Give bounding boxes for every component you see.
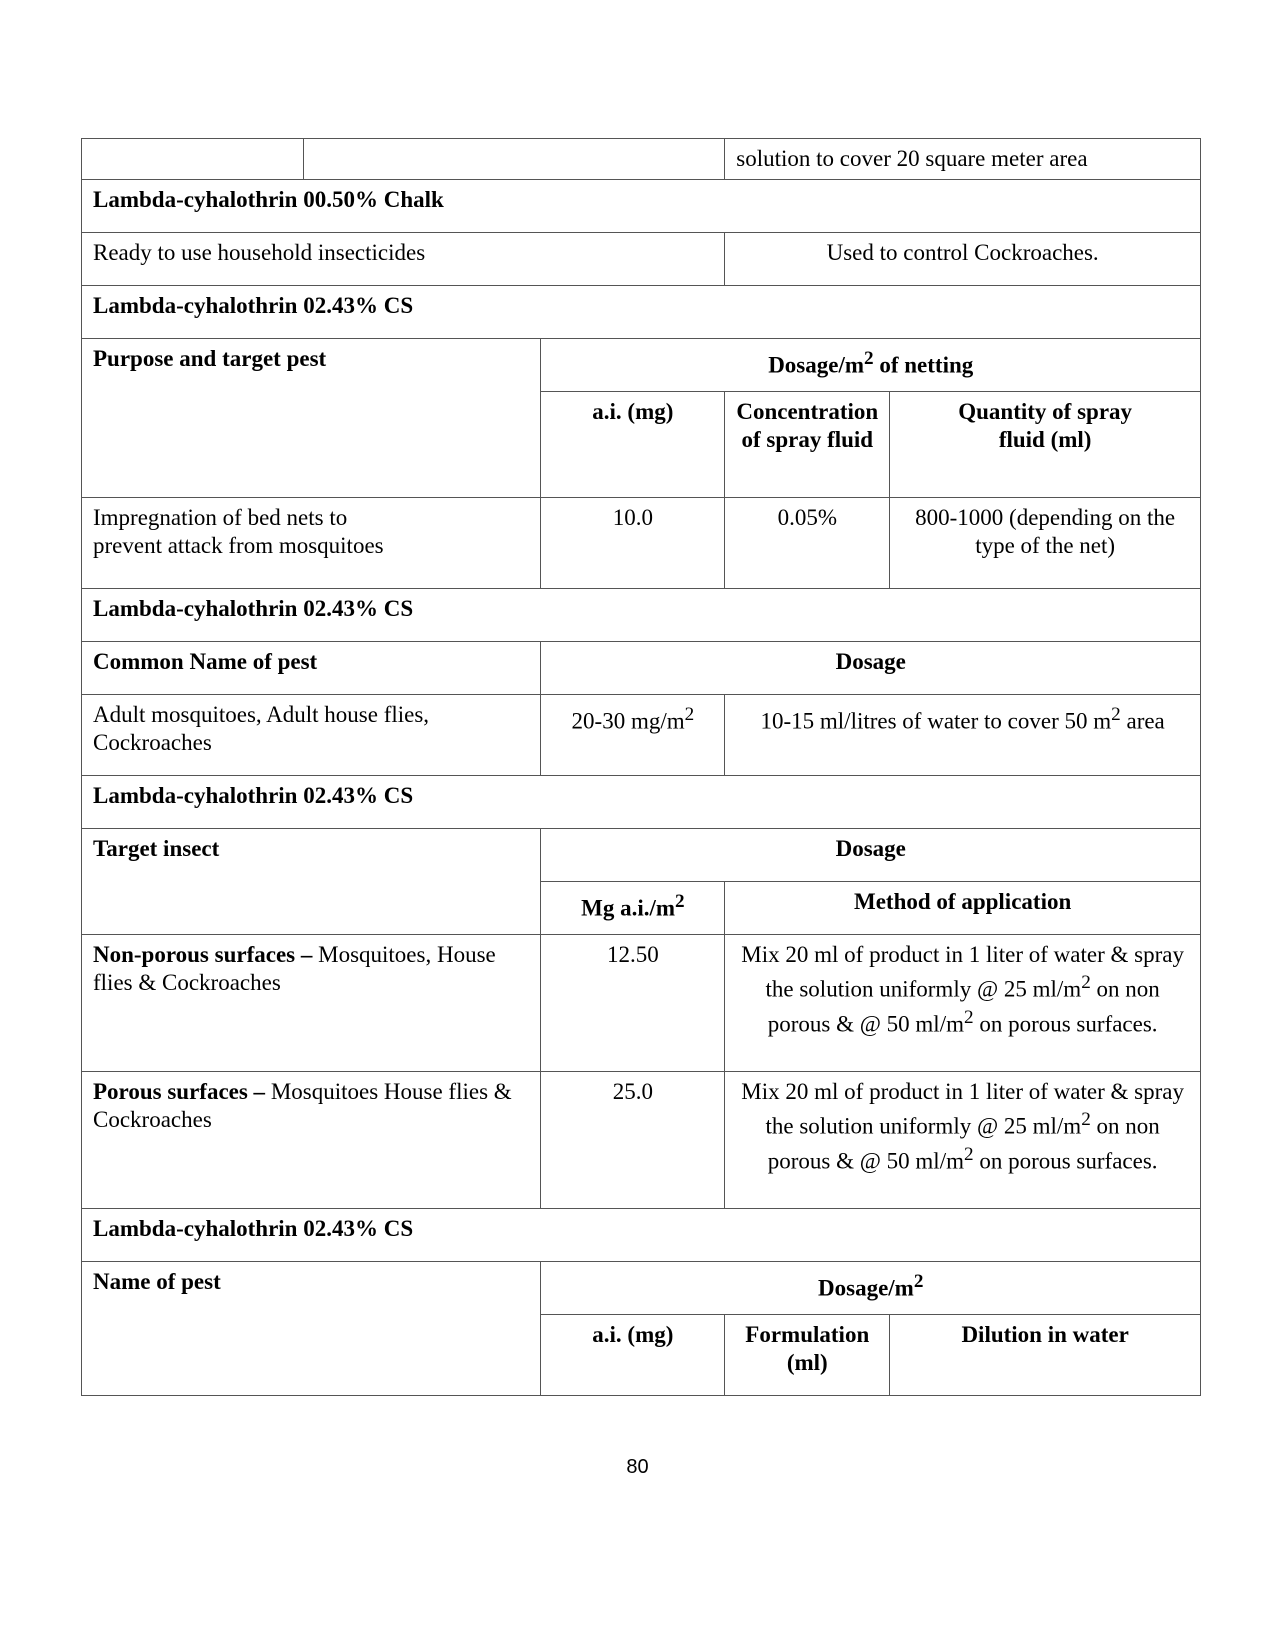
dose-cell (541, 695, 725, 776)
header-text: Mg a.i./m (581, 895, 676, 921)
product-type-cell: Ready to use household insecticides (82, 233, 725, 286)
concentration-cell: 0.05% (725, 498, 890, 589)
superscript: 2 (963, 1143, 974, 1165)
purpose-cell (82, 498, 541, 589)
cell-line: Impregnation of bed nets to (93, 505, 348, 530)
header-line: fluid (ml) (998, 427, 1092, 452)
section-title: Lambda-cyhalothrin 02.43% CS (82, 776, 1201, 829)
superscript: 2 (1111, 704, 1121, 725)
target-cell (82, 935, 541, 1072)
column-header-purpose: Purpose and target pest (82, 339, 541, 498)
header-text: of netting (873, 352, 974, 378)
insecticide-dosage-table (81, 138, 1201, 1396)
header-row (82, 642, 1201, 695)
column-header-pest-name: Name of pest (82, 1262, 541, 1396)
continuation-cell: solution to cover 20 square meter area (725, 139, 1201, 180)
superscript: 2 (1081, 972, 1091, 993)
table-row (82, 1072, 1201, 1209)
column-header-concentration: Concentration of spray fluid (725, 392, 890, 498)
column-header-dosage (541, 1262, 1201, 1315)
method-text: on porous surfaces. (973, 1011, 1158, 1037)
superscript: 2 (1081, 1109, 1091, 1130)
ai-cell: 10.0 (541, 498, 725, 589)
header-text: Dosage/m (768, 352, 865, 378)
cell-text: 10-15 ml/litres of water to cover 50 m (760, 708, 1112, 734)
method-text: on porous surfaces. (973, 1148, 1158, 1174)
cell-line: prevent attack from mosquitoes (93, 533, 384, 558)
superscript: 2 (684, 704, 695, 725)
method-text: Mix 20 ml of product in 1 liter of water & spray the solution uniformly @ 25 ml/m (741, 1079, 1184, 1139)
table-row (82, 498, 1201, 589)
column-header-dosage: Dosage (541, 642, 1201, 695)
superscript: 2 (864, 348, 874, 369)
target-insects: Mosquitoes, House flies & Cockroaches (93, 942, 496, 995)
column-header-quantity (890, 392, 1201, 498)
table-row (82, 233, 1201, 286)
table-row (82, 935, 1201, 1072)
surface-type: Non-porous surfaces – (93, 942, 313, 967)
dose-cell: 12.50 (541, 935, 725, 1072)
column-header-dilution: Dilution in water (890, 1315, 1201, 1396)
column-header-method: Method of application (725, 882, 1201, 935)
header-line: Quantity of spray (958, 399, 1133, 424)
method-text: on non porous & @ 50 ml/m (767, 1113, 1160, 1174)
column-header-ai: a.i. (mg) (541, 1315, 725, 1396)
target-cell (82, 1072, 541, 1209)
cell-text: area (1120, 708, 1165, 734)
column-header-dosage (541, 339, 1201, 392)
usage-cell: Used to control Cockroaches. (725, 233, 1201, 286)
empty-cell (82, 139, 304, 180)
column-header-dosage: Dosage (541, 829, 1201, 882)
header-row (82, 339, 1201, 392)
section-title: Lambda-cyhalothrin 00.50% Chalk (82, 180, 1201, 233)
method-cell (725, 1072, 1201, 1209)
superscript: 2 (913, 1271, 924, 1292)
column-header-formulation: Formulation (ml) (725, 1315, 890, 1396)
superscript: 2 (675, 891, 685, 912)
header-row (82, 829, 1201, 882)
section-title: Lambda-cyhalothrin 02.43% CS (82, 286, 1201, 339)
table-row (82, 695, 1201, 776)
section-title: Lambda-cyhalothrin 02.43% CS (82, 1209, 1201, 1262)
header-row (82, 1262, 1201, 1315)
target-insects: Mosquitoes House flies & Cockroaches (93, 1079, 512, 1132)
section-header-row (82, 286, 1201, 339)
water-cell (725, 695, 1201, 776)
method-text: Mix 20 ml of product in 1 liter of water & spray the solution uniformly @ 25 ml/m (741, 942, 1184, 1002)
section-title: Lambda-cyhalothrin 02.43% CS (82, 589, 1201, 642)
dose-cell: 25.0 (541, 1072, 725, 1209)
method-cell (725, 935, 1201, 1072)
section-header-row (82, 1209, 1201, 1262)
column-header-target-insect: Target insect (82, 829, 541, 935)
surface-type: Porous surfaces – (93, 1079, 266, 1104)
empty-cell (303, 139, 725, 180)
method-text: on non porous & @ 50 ml/m (767, 976, 1160, 1037)
column-header-mg-ai (541, 882, 725, 935)
header-text: Dosage/m (818, 1275, 914, 1301)
column-header-ai: a.i. (mg) (541, 392, 725, 498)
pest-cell: Adult mosquitoes, Adult house flies, Cockroaches (82, 695, 541, 776)
superscript: 2 (963, 1006, 974, 1028)
column-header-common-name: Common Name of pest (82, 642, 541, 695)
section-header-row (82, 589, 1201, 642)
page-number: 80 (626, 1456, 649, 1478)
continuation-row (82, 139, 1201, 180)
section-header-row (82, 180, 1201, 233)
section-header-row (82, 776, 1201, 829)
quantity-cell: 800-1000 (depending on the type of the net) (890, 498, 1201, 589)
cell-text: 20-30 mg/m (571, 708, 685, 734)
